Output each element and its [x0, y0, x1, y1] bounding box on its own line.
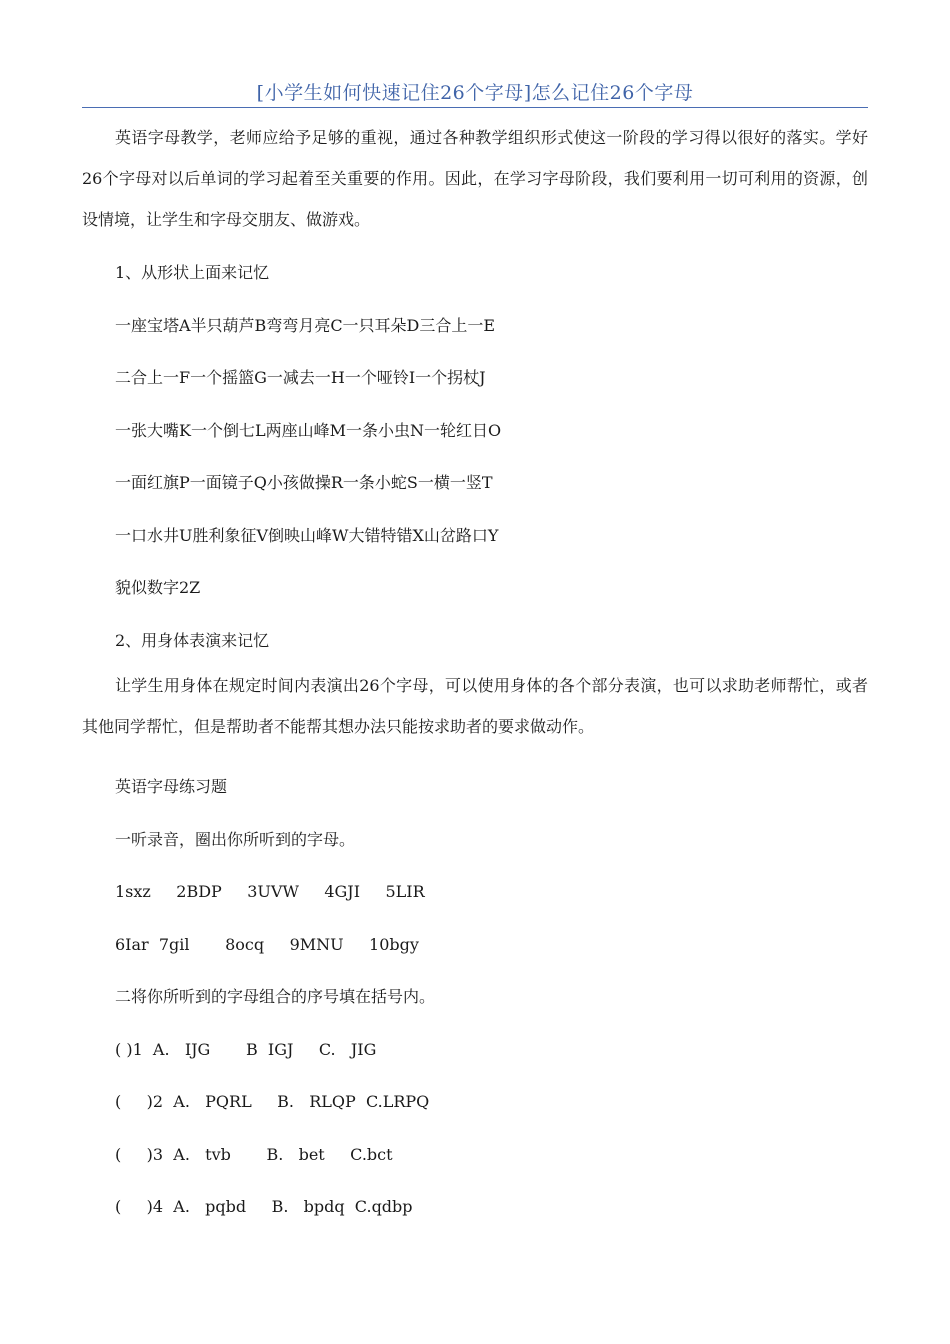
shape-mnemonic-line-6: 貌似数字2Z	[115, 578, 201, 597]
part2-question-2: ( )2 A. PQRL B. RLQP C.LRPQ	[115, 1092, 430, 1111]
part1-row-1: 1sxz 2BDP 3UVW 4GJI 5LIR	[115, 882, 425, 901]
part1-row-2: 6Iar 7gil 8ocq 9MNU 10bgy	[115, 935, 419, 954]
part2-question-1: ( )1 A. IJG B IGJ C. JIG	[115, 1040, 377, 1059]
intro-paragraph: 英语字母教学，老师应给予足够的重视，通过各种教学组织形式使这一阶段的学习得以很好的落实。学好26个字母对以后单词的学习起着至关重要的作用。因此，在学习字母阶段，我们要利用一切可利用的资源，创设情境，让学生和字母交朋友、做游戏。	[82, 128, 868, 229]
shape-mnemonic-line-4: 一面红旗P一面镜子Q小孩做操R一条小蛇S一横一竖T	[115, 473, 493, 492]
title-underline	[82, 107, 868, 108]
shape-mnemonic-line-1: 一座宝塔A半只葫芦B弯弯月亮C一只耳朵D三合上一E	[115, 316, 496, 335]
body-performance-paragraph: 让学生用身体在规定时间内表演出26个字母，可以使用身体的各个部分表演，也可以求助老师帮忙，或者其他同学帮忙，但是帮助者不能帮其想办法只能按求助者的要求做动作。	[82, 676, 868, 736]
part2-instruction: 二将你所听到的字母组合的序号填在括号内。	[115, 987, 436, 1006]
shape-mnemonic-line-3: 一张大嘴K一个倒七L两座山峰M一条小虫N一轮红日O	[115, 421, 502, 440]
section-heading-shape: 1、从形状上面来记忆	[115, 263, 270, 282]
page-title: [小学生如何快速记住26个字母]怎么记住26个字母	[256, 82, 694, 104]
part1-instruction: 一听录音，圈出你所听到的字母。	[115, 830, 356, 849]
exercise-title: 英语字母练习题	[115, 777, 228, 796]
section-heading-body: 2、用身体表演来记忆	[115, 631, 270, 650]
part2-question-4: ( )4 A. pqbd B. bpdq C.qdbp	[115, 1197, 413, 1216]
part2-question-3: ( )3 A. tvb B. bet C.bct	[115, 1145, 393, 1164]
shape-mnemonic-line-2: 二合上一F一个摇篮G一减去一H一个哑铃I一个拐杖J	[115, 368, 486, 387]
shape-mnemonic-line-5: 一口水井U胜利象征V倒映山峰W大错特错X山岔路口Y	[115, 526, 499, 545]
